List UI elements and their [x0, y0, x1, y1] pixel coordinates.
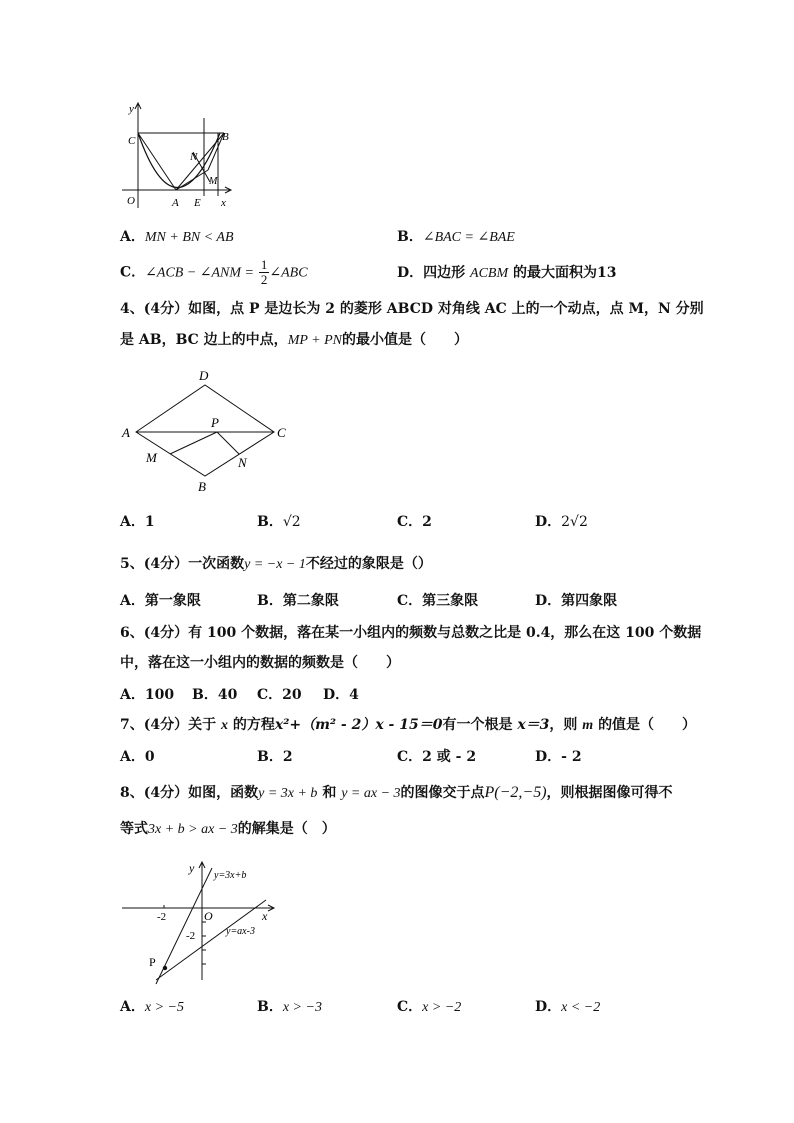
q4-option-a[interactable]: A．1 — [120, 514, 155, 530]
q3-option-d[interactable]: D．四边形 ACBM 的最大面积为13 — [397, 265, 617, 281]
label-E: E — [194, 197, 201, 209]
q3-option-a-math: MN + BN < AB — [144, 230, 234, 245]
label-x: x — [262, 909, 268, 923]
q4-stem-line1: 4、(4分）如图，点 P 是边长为 2 的菱形 ABCD 对角线 AC 上的一个动点，点 M，N 分别 — [120, 301, 704, 317]
q7-stem: 7、(4分）关于 x 的方程x²+（m² - 2）x - 15＝0有一个根是 x＝3，则 m 的值是（ ） — [120, 717, 697, 733]
label-O: O — [127, 195, 135, 207]
label-N: N — [190, 151, 198, 163]
q4-option-d[interactable]: D．2√2 — [535, 514, 588, 530]
q4-option-b[interactable]: B．√2 — [257, 514, 301, 530]
q3-option-a[interactable]: A．MN + BN < AB — [120, 229, 234, 245]
q4-option-c[interactable]: C．2 — [397, 514, 432, 530]
label-line1: y=3x+b — [214, 870, 247, 881]
label-line2: y=ax-3 — [226, 926, 255, 937]
label-O: O — [204, 909, 213, 923]
label-B: B — [198, 479, 206, 494]
q6-option-c[interactable]: C．20 — [257, 687, 302, 703]
label-M: M — [209, 176, 218, 187]
q5-option-a[interactable]: A．第一象限 — [120, 593, 201, 609]
q6-option-d[interactable]: D．4 — [323, 687, 359, 703]
q5-option-c[interactable]: C．第三象限 — [397, 593, 479, 609]
q6-option-b[interactable]: B．40 — [192, 687, 238, 703]
q5-option-d[interactable]: D．第四象限 — [535, 593, 618, 609]
q4-stem-line2: 是 AB，BC 边上的中点，MP + PN的最小值是（ ） — [120, 332, 468, 348]
label-P: P — [149, 955, 156, 969]
q7-option-d[interactable]: D．- 2 — [535, 749, 582, 765]
q7-option-a[interactable]: A．0 — [120, 749, 155, 765]
label-neg2-y: -2 — [186, 930, 196, 942]
q8-stem-line2: 等式3x + b > ax − 3的解集是（ ） — [120, 821, 336, 837]
label-N: N — [238, 455, 247, 470]
q8-stem-line1: 8、(4分）如图，函数y = 3x + b 和 y = ax − 3的图像交于点P(−2,−5)，则根据图像可得不 — [120, 784, 673, 801]
label-M: M — [146, 450, 157, 465]
q8-option-d[interactable]: D．x < −2 — [535, 999, 601, 1015]
label-A: A — [172, 197, 179, 209]
q3-option-b[interactable]: B．∠BAC = ∠BAE — [397, 229, 515, 245]
q5-stem: 5、(4分）一次函数y = −x − 1不经过的象限是（） — [120, 556, 432, 572]
q8-option-a[interactable]: A．x > −5 — [120, 999, 184, 1015]
q8-option-b[interactable]: B．x > −3 — [257, 999, 322, 1015]
q8-option-c[interactable]: C．x > −2 — [397, 999, 462, 1015]
label-C: C — [128, 135, 136, 147]
q7-option-c[interactable]: C．2 或 - 2 — [397, 749, 477, 765]
figure-parabola — [118, 100, 238, 212]
q6-stem-line1: 6、(4分）有 100 个数据，落在某一小组内的频数与总数之比是 0.4，那么在这 100 个数据 — [120, 625, 702, 641]
label-B: B — [222, 131, 229, 143]
label-y: y — [189, 861, 195, 875]
label-A: A — [122, 425, 130, 440]
q3-option-b-math: ∠BAC = ∠BAE — [422, 230, 515, 245]
label-C: C — [277, 425, 286, 440]
q6-option-a[interactable]: A．100 — [120, 687, 175, 703]
label-D: D — [199, 368, 209, 383]
q7-option-b[interactable]: B．2 — [257, 749, 293, 765]
q3-option-c[interactable]: C．∠ACB − ∠ANM = $\frac{1}{2}$ ∠ABC — [120, 257, 308, 287]
figure-rhombus — [118, 364, 294, 496]
parabola-curve — [138, 133, 220, 188]
fraction-one-half: $\frac{1}{2}$ — [260, 257, 268, 287]
label-P: P — [211, 415, 219, 430]
label-y: y — [129, 103, 134, 115]
label-neg2-x: -2 — [157, 911, 167, 923]
q6-stem-line2: 中，落在这一小组内的数据的频数是（ ） — [120, 655, 400, 671]
point-p — [163, 966, 167, 970]
label-x: x — [221, 197, 226, 209]
q5-option-b[interactable]: B．第二象限 — [257, 593, 339, 609]
figure-linear-functions — [118, 858, 280, 988]
